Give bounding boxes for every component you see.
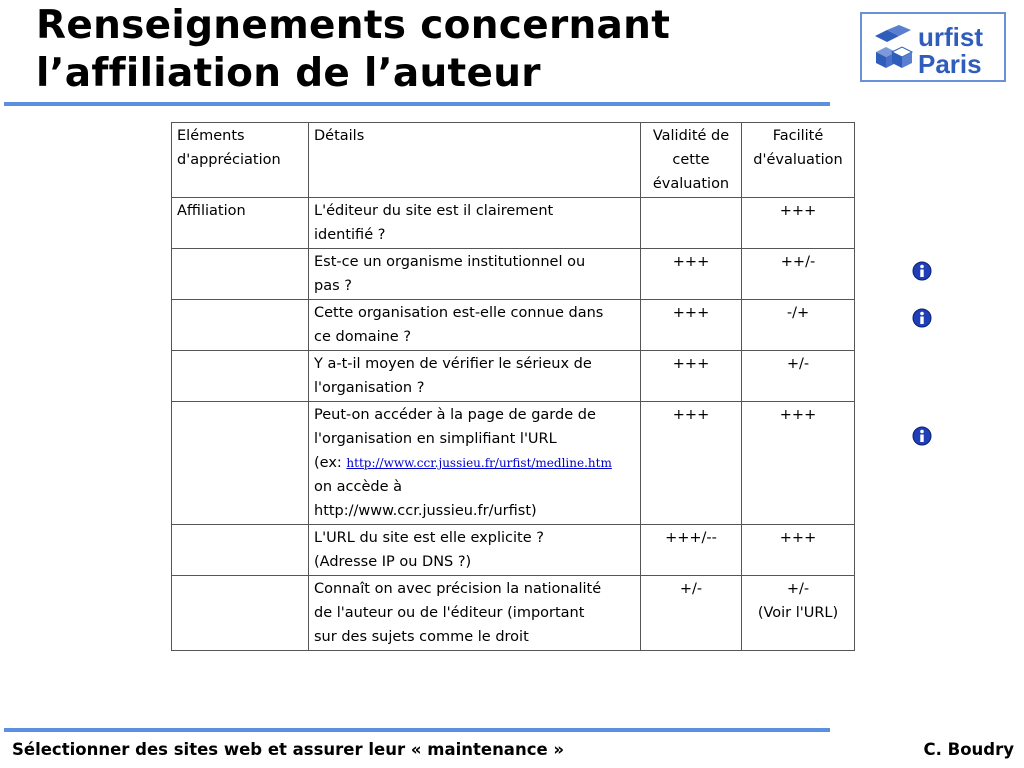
cell-validite: +++ <box>641 249 742 300</box>
example-url-link[interactable]: http://www.ccr.jussieu.fr/urfist/medline.htm <box>346 456 612 470</box>
footer-author: C. Boudry <box>923 740 1014 759</box>
cell-element <box>172 351 309 402</box>
footer-title: Sélectionner des sites web et assurer leur « maintenance » <box>12 740 565 759</box>
cell-validite: +++ <box>641 300 742 351</box>
header-details: Détails <box>309 123 641 198</box>
cell-facilite: +++ <box>742 402 855 525</box>
cell-details: L'URL du site est elle explicite ? (Adresse IP ou DNS ?) <box>309 525 641 576</box>
logo-text-urfist: urfist <box>918 22 983 52</box>
table-header-row <box>172 123 855 198</box>
table-row <box>172 300 855 351</box>
cell-element <box>172 576 309 651</box>
cell-details: Connaît on avec précision la nationalité de l'auteur ou de l'éditeur (important sur des sujets comme le droit <box>309 576 641 651</box>
cell-details: L'éditeur du site est il clairement identifié ? <box>309 198 641 249</box>
cell-details: Cette organisation est-elle connue dans ce domaine ? <box>309 300 641 351</box>
cell-facilite: +++ <box>742 198 855 249</box>
cell-validite: +++ <box>641 402 742 525</box>
cell-element <box>172 249 309 300</box>
urfist-logo <box>860 12 1006 82</box>
table-row <box>172 576 855 651</box>
cell-element <box>172 402 309 525</box>
cell-validite: +++ <box>641 351 742 402</box>
table-row <box>172 351 855 402</box>
title-line-1: Renseignements concernant <box>36 3 671 48</box>
info-icon[interactable] <box>912 426 932 446</box>
evaluation-table <box>171 122 855 651</box>
table-row <box>172 198 855 249</box>
cell-validite <box>641 198 742 249</box>
cell-element <box>172 300 309 351</box>
cell-facilite: -/+ <box>742 300 855 351</box>
cell-element <box>172 525 309 576</box>
header-validite: Validité de cette évaluation <box>641 123 742 198</box>
cell-validite: +/- <box>641 576 742 651</box>
cell-facilite: +/- <box>742 351 855 402</box>
bottom-divider <box>4 728 830 732</box>
logo-text-paris: Paris <box>918 49 982 79</box>
cell-facilite: +++ <box>742 525 855 576</box>
top-divider <box>4 102 830 106</box>
table-row <box>172 525 855 576</box>
header-facilite: Facilité d'évaluation <box>742 123 855 198</box>
cell-details: Y a-t-il moyen de vérifier le sérieux de l'organisation ? <box>309 351 641 402</box>
table-row <box>172 249 855 300</box>
cell-facilite: ++/- <box>742 249 855 300</box>
cell-element: Affiliation <box>172 198 309 249</box>
cube-logo-icon <box>872 24 914 72</box>
header-elements: Eléments d'appréciation <box>172 123 309 198</box>
title-line-2: l’affiliation de l’auteur <box>36 51 541 96</box>
cell-validite: +++/-- <box>641 525 742 576</box>
cell-details: Est-ce un organisme institutionnel ou pas ? <box>309 249 641 300</box>
info-icon[interactable] <box>912 308 932 328</box>
info-icon[interactable] <box>912 261 932 281</box>
cell-details: Peut-on accéder à la page de garde de l'organisation en simplifiant l'URL (ex: http://www.ccr.jussieu.fr/urfist/medline.htm on accède à http://www.ccr.jussieu.fr/urfist) <box>309 402 641 525</box>
cell-facilite: +/- (Voir l'URL) <box>742 576 855 651</box>
slide-title <box>36 2 670 98</box>
table-row <box>172 402 855 525</box>
